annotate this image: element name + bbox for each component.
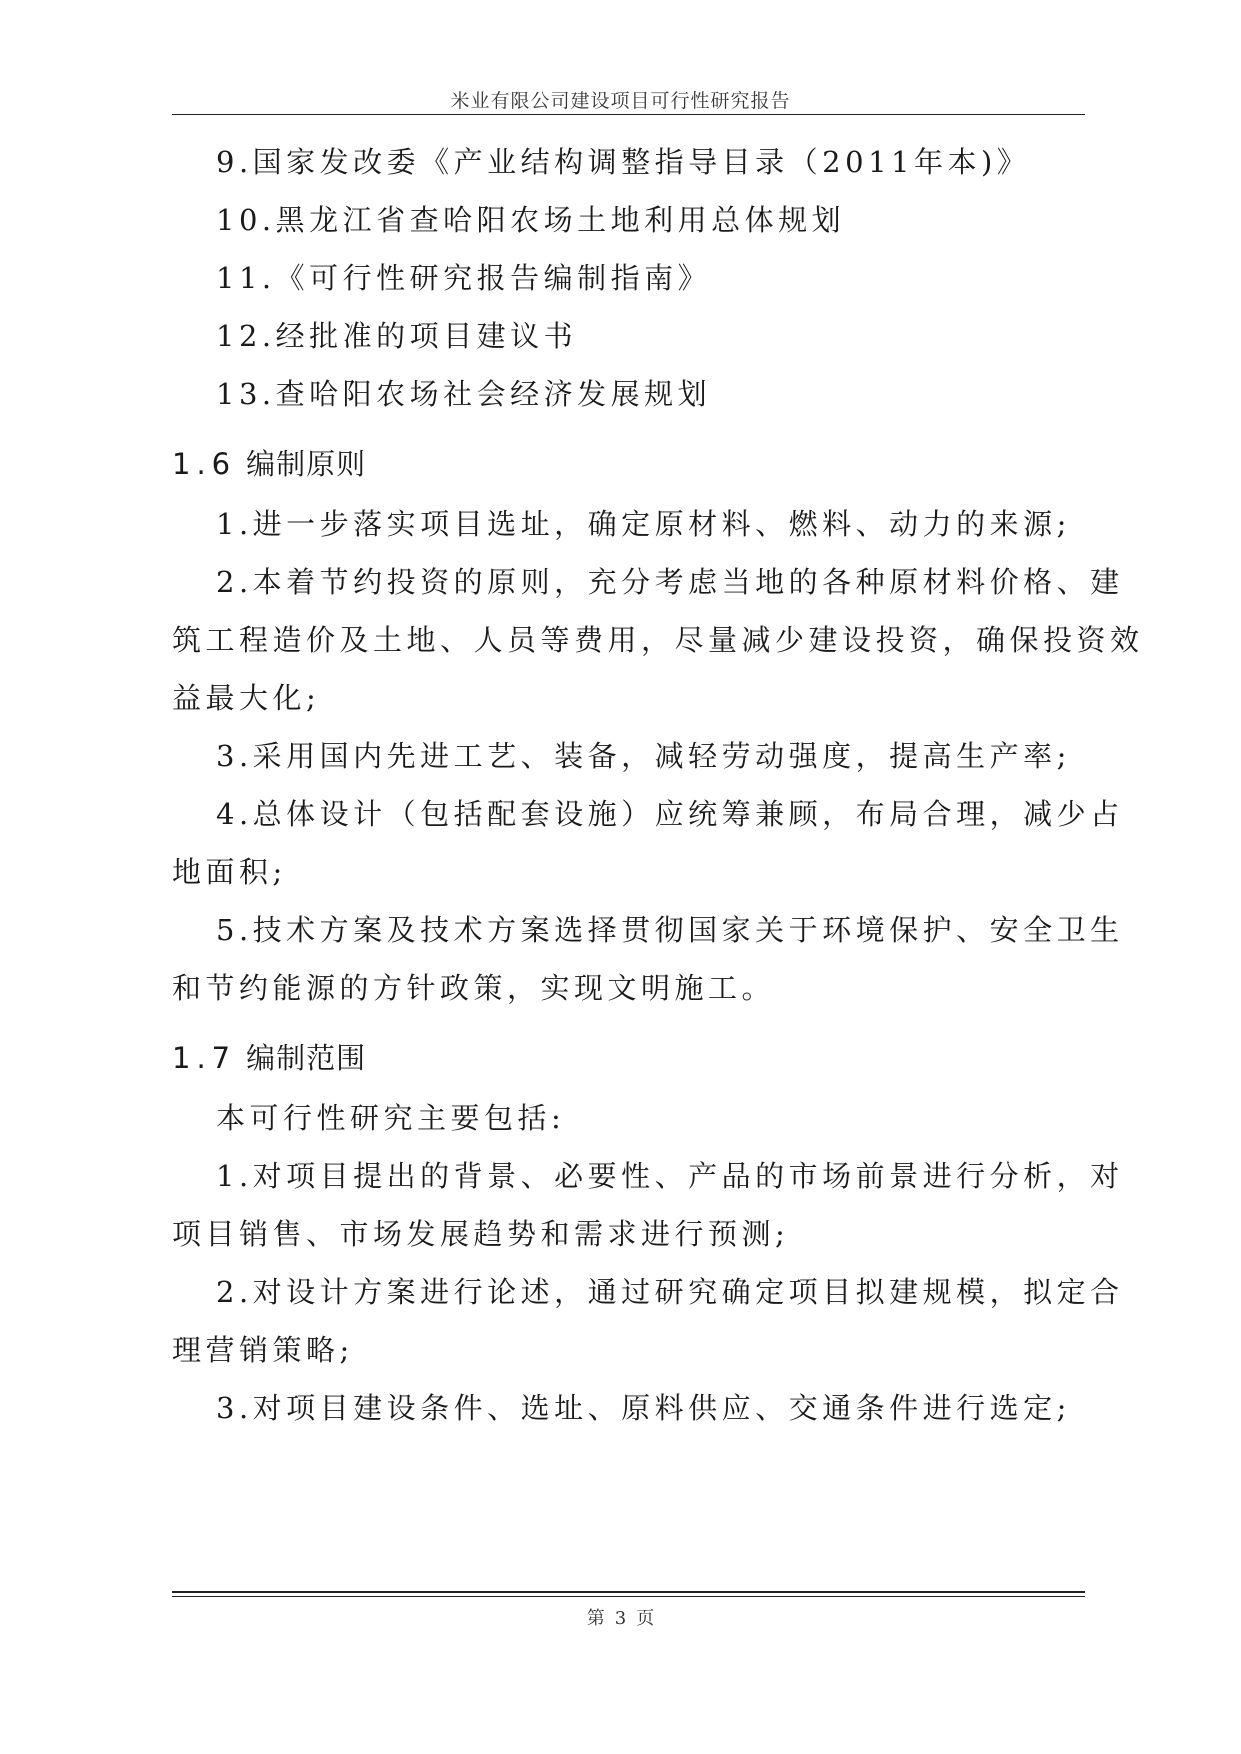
principle-line: 4.总体设计（包括配套设施）应统筹兼顾，布局合理，减少占 xyxy=(216,797,1124,831)
basis-item-10: 10.黑龙江省查哈阳农场土地利用总体规划 xyxy=(216,203,846,237)
principle-line: 3.采用国内先进工艺、装备，减轻劳动强度，提高生产率; xyxy=(216,739,1071,773)
footer-rule xyxy=(172,1596,1085,1597)
section-heading-1-7 xyxy=(172,1041,367,1075)
header-rule xyxy=(172,114,1085,115)
basis-item-11: 11.《可行性研究报告编制指南》 xyxy=(216,261,712,295)
scope-line: 项目销售、市场发展趋势和需求进行预测; xyxy=(172,1217,790,1251)
page-number-value: 3 xyxy=(614,1608,627,1629)
footer-rule xyxy=(172,1591,1085,1593)
page-number xyxy=(0,1604,1241,1630)
principle-line: 1.进一步落实项目选址，确定原材料、燃料、动力的来源; xyxy=(216,507,1071,541)
scope-line: 3.对项目建设条件、选址、原料供应、交通条件进行选定; xyxy=(216,1391,1071,1425)
basis-item-12: 12.经批准的项目建议书 xyxy=(216,319,578,353)
principle-line: 2.本着节约投资的原则，充分考虑当地的各种原材料价格、建 xyxy=(216,565,1124,599)
basis-item-13: 13.查哈阳农场社会经济发展规划 xyxy=(216,377,712,411)
section-number: 1.7 xyxy=(172,1041,237,1075)
page-suffix: 页 xyxy=(636,1608,655,1629)
section-heading-1-6 xyxy=(172,447,367,481)
section-title: 编制范围 xyxy=(246,1041,367,1075)
scope-line: 本可行性研究主要包括: xyxy=(216,1101,566,1135)
running-header: 米业有限公司建设项目可行性研究报告 xyxy=(450,90,791,112)
page-prefix: 第 xyxy=(586,1608,605,1629)
principle-line: 益最大化; xyxy=(172,681,321,715)
principle-line: 地面积; xyxy=(172,855,287,889)
scope-line: 1.对项目提出的背景、必要性、产品的市场前景进行分析，对 xyxy=(216,1159,1124,1193)
scope-line: 理营销策略; xyxy=(172,1333,354,1367)
section-number: 1.6 xyxy=(172,447,237,481)
principle-line: 和节约能源的方针政策，实现文明施工。 xyxy=(172,971,776,1005)
scope-line: 2.对设计方案进行论述，通过研究确定项目拟建规模，拟定合 xyxy=(216,1275,1124,1309)
section-title: 编制原则 xyxy=(246,447,367,481)
basis-item-9: 9.国家发改委《产业结构调整指导目录（2011年本)》 xyxy=(216,145,1031,179)
principle-line: 5.技术方案及技术方案选择贯彻国家关于环境保护、安全卫生 xyxy=(216,913,1124,947)
principle-line: 筑工程造价及土地、人员等费用，尽量减少建设投资，确保投资效 xyxy=(172,623,1144,657)
